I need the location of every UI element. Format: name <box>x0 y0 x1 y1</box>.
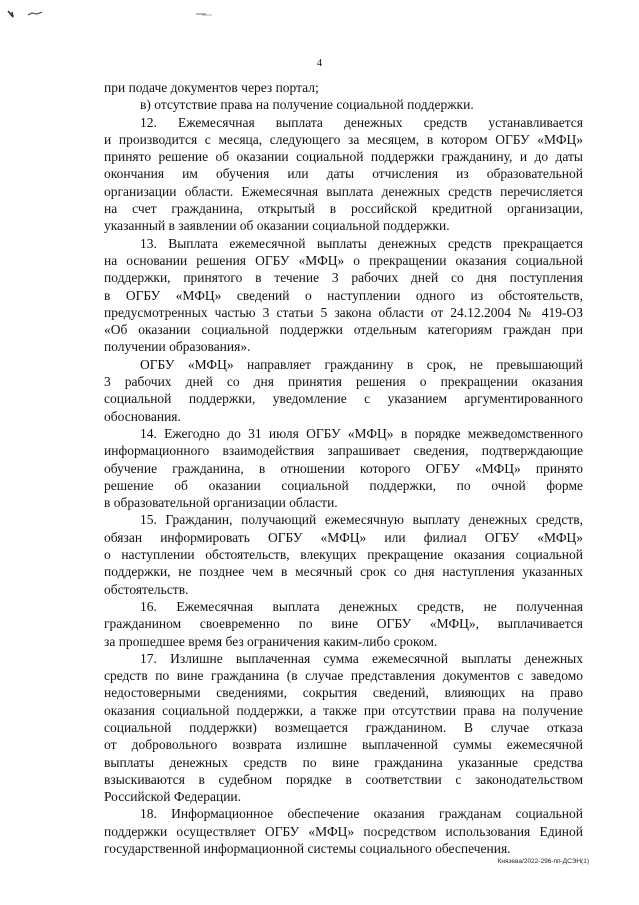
text-line: 3 рабочих дней со дня принятия решения о прекращении оказания <box>104 374 583 390</box>
document-body <box>104 79 583 857</box>
text-line: при подаче документов через портал; <box>104 80 319 95</box>
text-line: обучение гражданина, в отношении которого ОГБУ «МФЦ» принято <box>104 460 583 476</box>
text-line: обстоятельств. <box>104 581 189 597</box>
text-line: социальной поддержки, уведомление с указанием аргументированного <box>104 391 583 407</box>
text-line: 16. Ежемесячная выплата денежных средств, не полученная <box>140 598 583 614</box>
text-line: на основании решения ОГБУ «МФЦ» о прекращении оказания социальной <box>104 252 583 268</box>
text-line: поддержки, принятого в течение 3 рабочих дней со дня поступления <box>104 270 583 286</box>
text-line: от добровольного возврата излишне выплаченной суммы ежемесячной <box>104 737 583 753</box>
text-line: поддержки, не позднее чем в месячный срок со дня наступления указанных <box>104 564 583 580</box>
text-line: указанный в заявлении об оказании социальной поддержки. <box>104 218 450 234</box>
text-line: социальной поддержки) возмещается гражданином. В случае отказа <box>104 719 583 735</box>
text-line: принято решение об оказании социальной поддержки гражданину, и до даты <box>104 149 583 165</box>
text-line: в) отсутствие права на получение социальной поддержки. <box>140 97 474 113</box>
text-line: решение об оказании социальной поддержки, по очной форме <box>104 477 583 493</box>
scan-artifacts <box>6 4 246 26</box>
text-line: обоснования. <box>104 408 181 424</box>
text-line: окончания им обучения или даты отчисления из образовательной <box>104 166 583 182</box>
text-line: выплаты денежных средств по вине гражданина указанные средства <box>104 754 583 770</box>
text-line: и производится с месяца, следующего за месяцем, в котором ОГБУ «МФЦ» <box>104 131 583 147</box>
document-code: Князева/2022-296-пп-ДСЭН(1) <box>497 858 589 865</box>
text-line: взыскиваются в судебном порядке в соответствии с законодательством <box>104 771 583 787</box>
text-line: поддержки осуществляет ОГБУ «МФЦ» посредством использования Единой <box>104 823 583 839</box>
text-line: гражданином своевременно по вине ОГБУ «МФЦ», выплачивается <box>104 616 583 632</box>
text-line: «Об оказании социальной поддержки отдельным категориям граждан при <box>104 322 583 338</box>
text-line: предусмотренных частью 3 статьи 5 закона области от 24.12.2004 № 419-ОЗ <box>104 304 583 320</box>
page-number: 4 <box>316 58 323 69</box>
text-line: Российской Федерации. <box>104 789 242 805</box>
text-line: оказания социальной поддержки, а также при отсутствии права на получение <box>104 702 583 718</box>
text-line: в ОГБУ «МФЦ» сведений о наступлении одного из обстоятельств, <box>104 287 583 303</box>
text-line: 17. Излишне выплаченная сумма ежемесячной выплаты денежных <box>140 650 583 666</box>
text-line: получении образования». <box>104 339 251 355</box>
text-line: 18. Информационное обеспечение оказания гражданам социальной <box>140 806 583 822</box>
text-line: в образовательной организации области. <box>104 495 338 511</box>
text-line: обязан информировать ОГБУ «МФЦ» или филиал ОГБУ «МФЦ» <box>104 529 583 545</box>
text-line: средств по вине гражданина (в случае представления документов с заведомо <box>104 668 583 684</box>
text-line: организации области. Ежемесячная выплата денежных средств перечисляется <box>104 183 583 199</box>
text-line: недостоверными сведениями, сокрытия сведений, влияющих на право <box>104 685 583 701</box>
text-line: за прошедшее время без ограничения каким-либо сроком. <box>104 633 438 649</box>
text-line: 14. Ежегодно до 31 июля ОГБУ «МФЦ» в порядке межведомственного <box>140 425 583 441</box>
text-line: о наступлении обстоятельств, влекущих прекращение оказания социальной <box>104 547 583 563</box>
text-line: 12. Ежемесячная выплата денежных средств устанавливается <box>140 114 583 130</box>
text-line: государственной информационной системы социального обеспечения. <box>104 841 511 857</box>
text-line: 13. Выплата ежемесячной выплаты денежных средств прекращается <box>140 235 583 251</box>
text-line: ОГБУ «МФЦ» направляет гражданину в срок, не превышающий <box>140 356 583 372</box>
text-line: на счет гражданина, открытый в российской кредитной организации, <box>104 201 583 217</box>
text-line: информационного взаимодействия запрашивает сведения, подтверждающие <box>104 443 583 459</box>
text-line: 15. Гражданин, получающий ежемесячную выплату денежных средств, <box>140 512 583 528</box>
